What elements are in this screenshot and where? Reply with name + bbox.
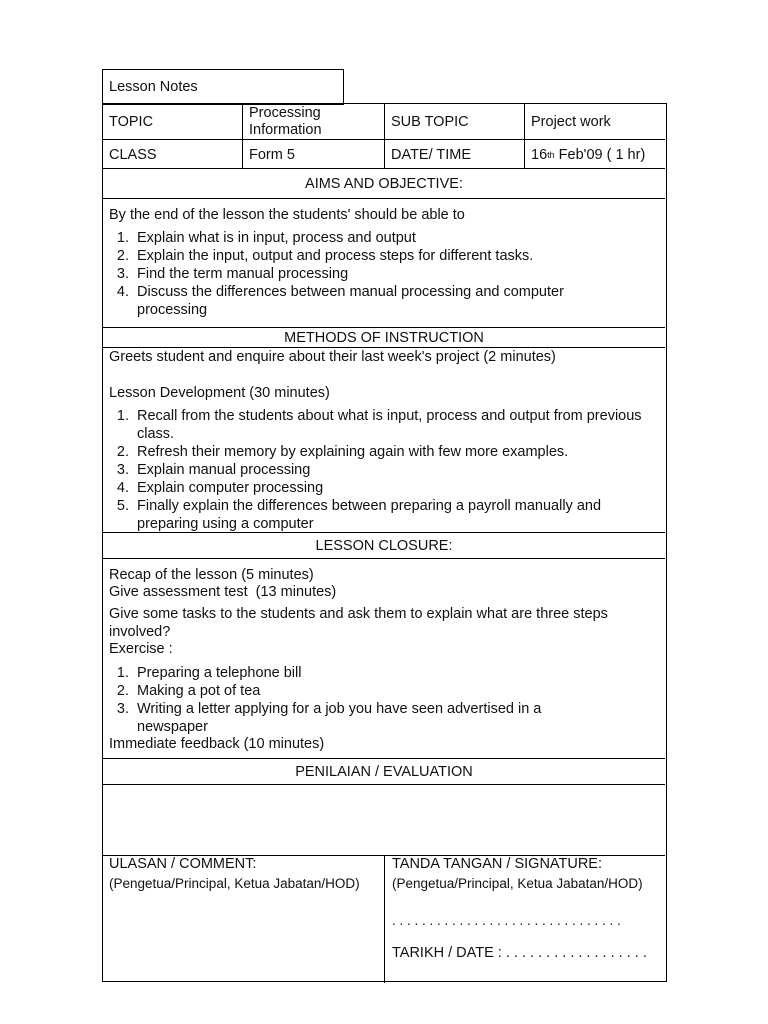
date-suffix: th bbox=[547, 149, 555, 160]
topic-value: Processing Information bbox=[249, 105, 322, 138]
class-value: Form 5 bbox=[249, 146, 295, 163]
evaluation-heading: PENILAIAN / EVALUATION bbox=[295, 764, 473, 780]
signature-subtitle: (Pengetua/Principal, Ketua Jabatan/HOD) bbox=[392, 876, 643, 891]
aims-heading: AIMS AND OBJECTIVE: bbox=[305, 176, 463, 192]
datetime-value bbox=[525, 140, 665, 169]
topic-label: TOPIC bbox=[109, 114, 154, 130]
subtopic-label: SUB TOPIC bbox=[391, 114, 469, 130]
comment-title: ULASAN / COMMENT: bbox=[109, 856, 257, 872]
closure-feedback: Immediate feedback (10 minutes) bbox=[109, 736, 325, 752]
closure-exercise: Exercise : bbox=[109, 641, 173, 657]
aims-intro: By the end of the lesson the students' should be able to bbox=[109, 207, 465, 223]
evaluation-area[interactable] bbox=[103, 786, 665, 854]
date-day: 16 bbox=[531, 146, 548, 163]
subtopic-value: Project work bbox=[531, 114, 611, 130]
closure-heading: LESSON CLOSURE: bbox=[315, 538, 453, 554]
methods-dev: Lesson Development (30 minutes) bbox=[109, 385, 330, 401]
closure-recap: Recap of the lesson (5 minutes) bbox=[109, 567, 314, 583]
lesson-notes-header bbox=[102, 69, 344, 105]
date-rest: Feb'09 ( 1 hr) bbox=[554, 146, 646, 163]
comment-subtitle: (Pengetua/Principal, Ketua Jabatan/HOD) bbox=[109, 876, 360, 891]
lesson-notes-label: Lesson Notes bbox=[109, 78, 198, 95]
datetime-label: DATE/ TIME bbox=[391, 146, 472, 163]
lesson-table: TOPIC Processing Information SUB TOPIC Project work CLASS Form 5 DATE/ TIME 16 th Feb'09 ( 1 hr) AIMS AND OBJECTIVE: By the end of the lesson the students' should be able to 1. Explain what is in input, process and output 2. Explain the input, output and process steps for different tasks. 3. Find the term manual processing 4. Discuss the differences between manual processing and computer processing METHODS OF INSTRUCTION Greets student and enquire about their last week's project (2 minutes) Lesson Development (30 minutes) 1. Recall from the students about what is input, process and output from previous class. 2. Refresh their memory by explaining again with few more examples. 3. Explain manual processing 4. Explain computer processing 5. Finally explain the differences between preparing a payroll manually and preparing using a computer LESSON CLOSURE: Recap of the lesson (5 minutes) Give assessment test (13 minutes) Give some tasks to the students and ask them to explain what are three steps involved? Exercise : 1. Preparing a telephone bill 2. Making a pot of tea 3. Writing a letter applying for a job you have seen advertised in a newspaper Immediate feedback (10 minutes) PENILAIAN / EVALUATION ULASAN / COMMENT: (Pengetua/Principal, Ketua Jabatan/HOD) TANDA TANGAN / SIGNATURE: (Pengetua/Principal, Ketua Jabatan/HOD) . . . . . . . . . . . . . . . . . . . . . . . . . . . . . . . TARIKH / DATE : . . . . . . . . . . . . . . . . . . bbox=[102, 103, 667, 982]
signature-line[interactable]: . . . . . . . . . . . . . . . . . . . . . . . . . . . . . . . bbox=[392, 913, 621, 928]
methods-heading: METHODS OF INSTRUCTION bbox=[284, 330, 484, 346]
class-label: CLASS bbox=[109, 146, 157, 163]
methods-greet: Greets student and enquire about their last week's project (2 minutes) bbox=[109, 349, 556, 365]
date-line[interactable]: TARIKH / DATE : . . . . . . . . . . . . . . . . . . bbox=[392, 945, 647, 961]
closure-test: Give assessment test (13 minutes) bbox=[109, 584, 337, 600]
signature-title: TANDA TANGAN / SIGNATURE: bbox=[392, 856, 603, 872]
closure-tasks: Give some tasks to the students and ask them to explain what are three steps involved? bbox=[109, 606, 608, 640]
comment-area[interactable] bbox=[105, 896, 381, 976]
